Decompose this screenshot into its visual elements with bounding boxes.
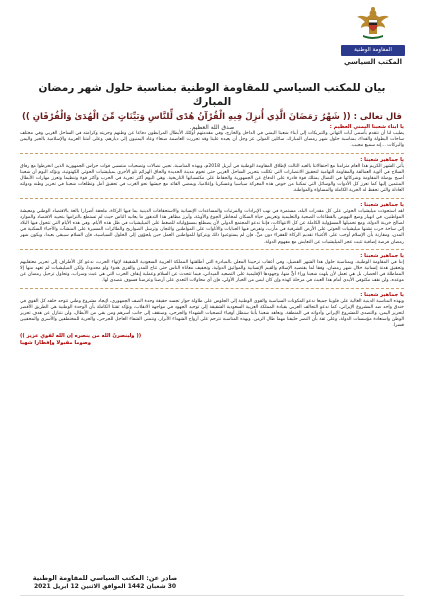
closing-verse: (( ولينصرنّ الله من ينصره إن الله لقوي عزيز )) xyxy=(20,332,142,339)
section-5 xyxy=(20,292,404,330)
signature-block xyxy=(20,574,190,591)
issuer-line: صادر عن: المكتب السياسي للمقاومة الوطنية xyxy=(32,574,178,582)
section-divider xyxy=(20,198,404,199)
section-text: يطيب لنا أن نتقدم بأسمى آيات التهاني والتبريكات إلى أبناء شعبنا اليمني في الداخل والخارج، وفي مقدمتهم أولئك الأبطال المرابطون دفاعا عن وطنهم وحريته وكرامته في الساحل الغربي وفي مختلف ساحات البطولة والفداء، بمناسبة حلول شهر رمضان المبارك، سائلين المولى عز وجل أن يعيده علينا وقد تحررت العاصمة صنعاء وعاد اليمنيون إلى ديارهم، وعلى أمتنا العربية والإسلامية بالخير واليمن والبركات ...إنه سميع مجيب. xyxy=(20,131,404,149)
section-heading: يا جماهير شعبنا : xyxy=(360,201,404,208)
section-divider xyxy=(20,153,404,154)
section-divider xyxy=(20,249,404,250)
section-heading: يا جماهير شعبنا : xyxy=(360,252,404,259)
section-text: لقد استحوذت ميليشيات الحوثي على كل مقدرات البلد، مستمرة في نهب الإيرادات والمرتبات والمساعدات الإنسانية والاستحقاقات الدينية بما فيها الزكاة، ملحقة أضرارا بالغة بالاقتصاد الوطني ومعيشة المواطنين، في انهيار وضع النهوض بالقطاعات الصحية والتعليمية وتعريض حياة السكان لمخاطر الجوع والأوبئة، وأبرز مظاهر هذا التدهور ما يعانيه الناس حيث لم تستطع بالتزامها بتحييد الاقتصاد والموارد لصالح خزينة الدولة، ومع تحميلها المسؤولية الكاملة عن كل الانتهاكات، فإننا ندعو المجتمع الدولي لأن يضطلع بمسؤولياته للضغط على الميليشيات في ظل هذه الأيام. وفي هذه الأيام التي تتحول فيها البلاد إلى ساحة حرب تشنها ميليشيات الحوثي على الأرض الشرقية في مأرب، وتفرض فيها الجبايات والأتاوات على المواطنين والتجار، وترسل الصواريخ والطائرات المسيرة على المنشآت والأحياء السكنية في المدن، ومقارنة بأن الإسلام أوجب على الأغنياء تقديم الزكاة للفقراء دون منٍّ، فإن لم يستوعبوا ذلك ويتركوا للمواطنين العمل حين يلجؤون إلى الحلول السياسية، فإن السلام سيبقى بعيدا، ويكون شهر رمضان فرصة إضافية تثبت عجز الميليشيات عن التعايش مع مفهوم الدولة. xyxy=(20,208,404,245)
statement-title: بيان للمكتب السياسي للمقاومة الوطنية بمناسبة حلول شهر رمضان المبارك xyxy=(38,82,386,108)
bottom-rule xyxy=(20,595,404,596)
statement-body xyxy=(20,124,404,574)
section-heading: يا جماهير شعبنا : xyxy=(360,291,404,298)
section-heading: يا جماهير شعبنا : xyxy=(360,156,404,163)
section-text: وبهذه المناسبة الدينية الغالية على قلوبنا جميعا ندعو المكونات السياسية والقوى الوطنية إلى الجلوس على طاولة حوار تجسد حقيقة وحدة الصف الجمهوري، لإيجاد مشروع وطني تتوحد خلفه كل القوى في خندق واحد ضد المشروع الإيراني، كما ندعو التحالف العربي بقيادة المملكة العربية السعودية الشقيقة إلى توحيد الجهود في مواجهة الانقلاب، ونؤكد ثقتنا الكاملة بأن الوحدة الوطنية هي الطريق الأقصر لتحرير اليمن، والتصدي للمشروع الإيراني وأدواته في المنطقة. ونعاهد شعبنا بأننا سنظل أوفياء لتضحيات الشهداء والجرحى، وسنقف إلى جانب أسرهم ومن بقي من الأبطال، ولن نتنازل عن هدف تحرير الوطن واستعادة مؤسسات الدولة، وعلى ثقة بأن النصر حليفنا مهما طال الزمن. وبهذه المناسبة نترحم على أرواح الشهداء الأبرار، ونتمنى الشفاء العاجل للجرحى، والحرية للمختطفين والأسرى والمخفيين قسرا. xyxy=(20,298,404,329)
section-3 xyxy=(20,202,404,246)
section-4 xyxy=(20,253,404,285)
section-text: يأتي الشهر الكريم هذا العام متزامنا مع احتفالاتنا بالعيد الثالث لإطلاق المقاومة الوطنية في أبريل 2018م، وبهذه المناسبة، نحيي نضالات وتضحيات منتسبي قوات حراس الجمهورية الذين انخرطوا مع رفاق السلاح في ألوية العمالقة والمقاومة التهامية لتحقيق الانتصارات التي تكللت بتحرير الساحل الغربي حتى تخوم مدينة الحديدة والحاق الهزائم تلو الأخرى بميليشيات الحوثي الكهنوتية، ونؤكد اليوم أن شعبنا أصبح بوصلة المقاومة وشركائها في النضال يمتلك قوة قادرة على الدفاع عن الجمهورية والحفاظ على مكتسباتها التاريخية. وهي اليوم أكثر تجربة في الحرب وأكثر قوة وتنظيما وتعزز مهارات الأبطال المنتمين إليها كما تعزز كل الأدوات والوسائل التي تمكننا من خوض هذه المعركة سياسيا وعسكريا وإعلاميا، ويمضي القائد مع جيشها نحو الغرب في تحقيق أمل وتطلعات شعبنا في تحرير وطنه ودولته العادلة والتي تحفظ له الحرية الكاملة والمساواة والمواطنة. xyxy=(20,163,404,194)
section-1 xyxy=(20,124,404,150)
republic-eagle-emblem-icon xyxy=(355,4,391,42)
quran-verse: قال تعالى : (( شَهْرُ رَمَضَانَ الَّذِي أُنزِلَ فِيهِ الْقُرْآنُ هُدًى لِّلنَّاسِ وَبَيِّنَاتٍ مِّنَ الْهُدَىٰ وَالْفُرْقَانِ )) xyxy=(22,112,402,122)
political-office-label: المكتب السياسي xyxy=(343,58,403,66)
closing-line: وصوما مقبولا وإفطارا شهيا xyxy=(20,339,92,346)
org-ribbon: المقاومة الوطنية xyxy=(341,45,405,56)
section-text: إننا في المقاومة الوطنية، وبمناسبة حلول هذا الشهر الفضيل، وفي أعقاب ترحيبنا المعلن بالمبادرة التي أطلقتها المملكة العربية السعودية الشقيقة لإنهاء الحرب، ندعو كل الأطراف إلى تحرير معتقليهم وتحقيق هدنة إنسانية خلال شهر رمضان، وفقا لما يقتضيه الإسلام والقيم الإنسانية والمواثيق الدولية، وتخفيف معاناة الناس حتى تتاح للمدن والقرى هدوء ولو محدودا، ولكن الميليشيات لم تعهد منها إلا المماطلة في الحصار، بل هي تعمل لأن يلهث شعبنا وراء أيٍّ منها، وجهودها الإقليمية على التصعيد الميداني، فيما تتحدث عن السلام وعملية إيقاف الحرب التي هي عبث وسراب، وتحاول ترحيل رمضان عن موعده، ولن نقف مكتوفي الأيدي أمام هذا العبث في مرحلة كهذه وإن كان ليس من الخيار الأولي، فإن أي محاولات التعدي على أرضنا وعرضنا فسوف نتصدى لها. xyxy=(20,259,404,284)
verse-ending: صدق الله العظيم. xyxy=(189,124,235,131)
date-line: 30 شعبان 1442 الموافق الاثنين 12 ابريل 2021 xyxy=(33,583,177,590)
section-2 xyxy=(20,157,404,195)
section-heading: يا أبناء شعبنا اليمني العظيم : xyxy=(329,124,404,130)
section-divider xyxy=(20,288,404,289)
header-emblem-block xyxy=(338,4,408,66)
